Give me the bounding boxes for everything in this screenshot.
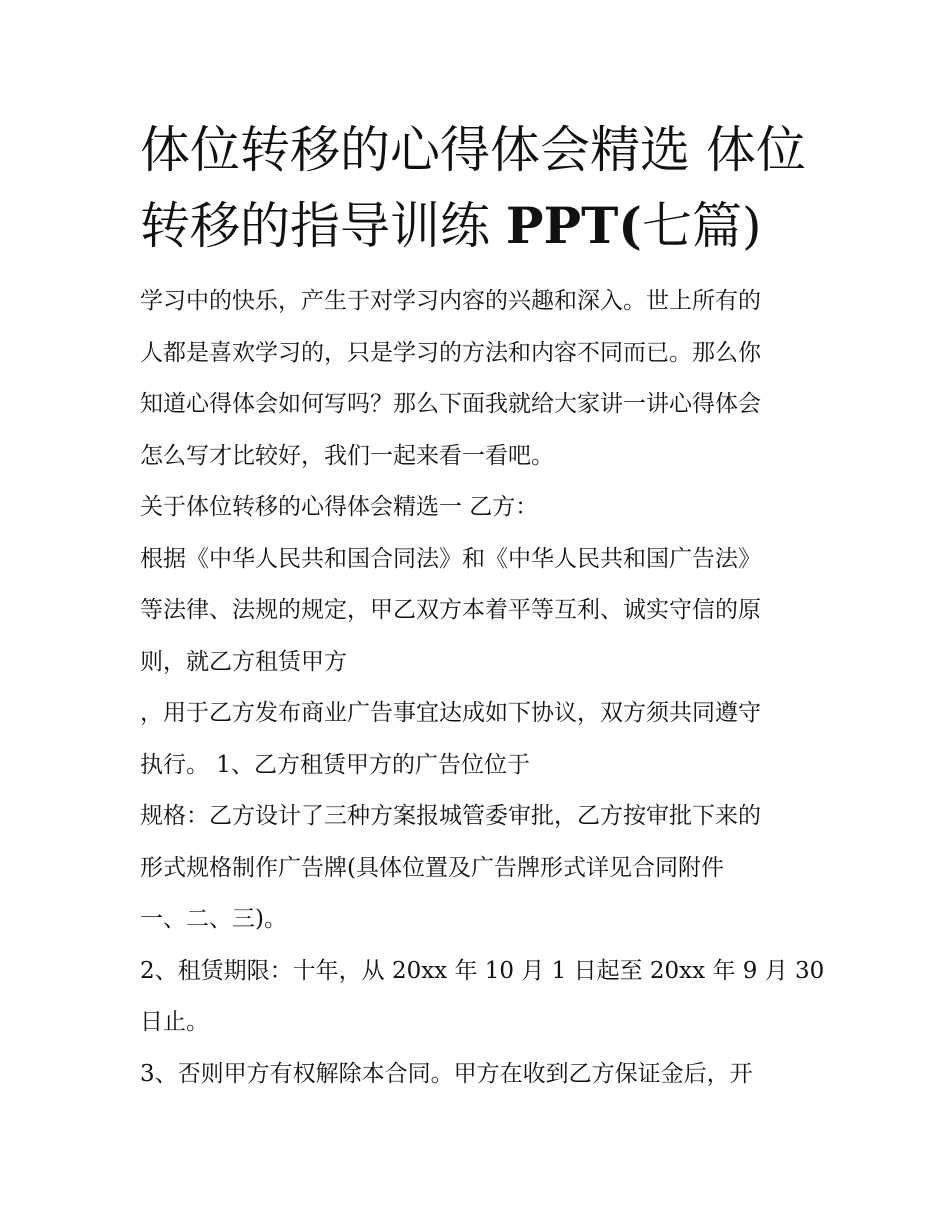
body-line: 3、否则甲方有权解除本合同。甲方在收到乙方保证金后，开 [140,1060,753,1087]
body-line: 执行。 1、乙方租赁甲方的广告位位于 [140,751,530,778]
body-line: 学习中的快乐，产生于对学习内容的兴趣和深入。世上所有的 [140,288,761,314]
title-line-2 [140,188,840,264]
body-line: ，用于乙方发布商业广告事宜达成如下协议，双方须共同遵守 [140,700,761,726]
body-line: 人都是喜欢学习的，只是学习的方法和内容不同而已。那么你 [140,339,761,366]
body-line: 形式规格制作广告牌(具体位置及广告牌形式详见合同附件 [140,854,724,881]
title-tail-text: 七篇) [641,197,762,255]
body-line: 根据《中华人民共和国合同法》和《中华人民共和国广告法》 [140,545,761,572]
title-ppt-text: PPT( [505,196,642,255]
body-line: 规格：乙方设计了三种方案报城管委审批，乙方按审批下来的 [140,803,761,829]
body-line: 怎么写才比较好，我们一起来看一看吧。 [140,442,554,469]
body-line: 一、二、三)。 [140,906,287,932]
title-line-2-text: 转移的指导训练 [140,197,506,255]
body-line: 等法律、法规的规定，甲乙双方本着平等互利、诚实守信的原 [140,597,761,623]
title-line-1: 体位转移的心得体会精选 体位 [140,121,806,179]
document-title [140,112,840,264]
section-heading: 关于体位转移的心得体会精选一 乙方： [140,494,539,520]
body-line: 日止。 [140,1009,209,1035]
body-line: 2、租赁期限：十年，从 20xx 年 10 月 1 日起至 20xx 年 9 月 30 [140,957,825,984]
body-line: 知道心得体会如何写吗？那么下面我就给大家讲一讲心得体会 [140,391,761,417]
body-line: 则，就乙方租赁甲方 [140,648,347,675]
document-body [140,276,830,1100]
